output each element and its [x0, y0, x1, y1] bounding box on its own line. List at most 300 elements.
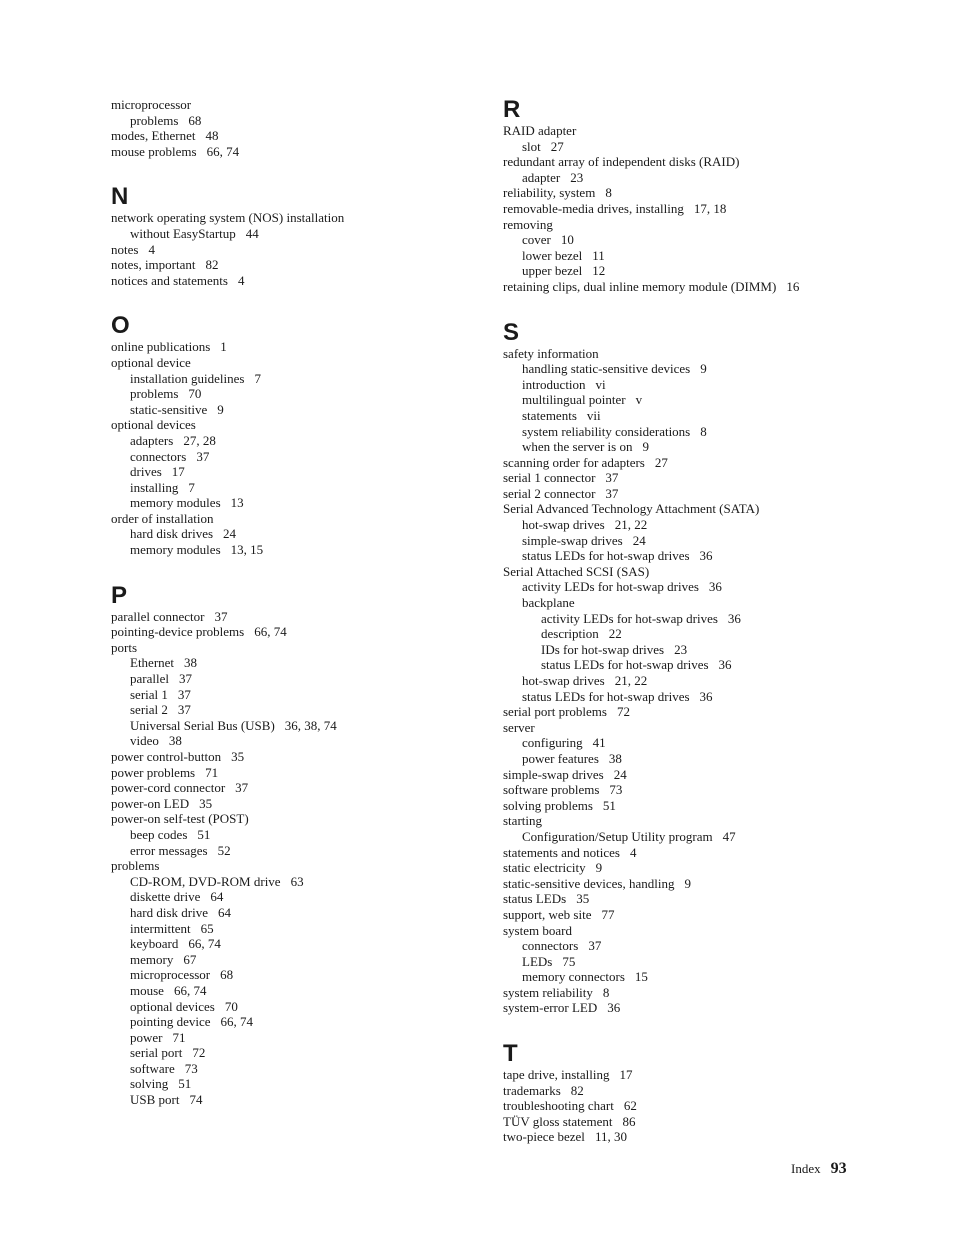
- index-entry: [503, 346, 903, 362]
- entry-term: power-on self-test (POST): [111, 811, 249, 827]
- entry-term: serial 2 connector: [503, 485, 596, 501]
- index-entry: [111, 402, 471, 418]
- index-entry: [503, 579, 903, 595]
- entry-term: Ethernet: [130, 655, 175, 671]
- entry-term: adapters: [130, 432, 174, 448]
- index-section: [503, 1041, 903, 1145]
- entry-term: statements and notices: [503, 844, 620, 860]
- entry-pages: 37: [605, 485, 619, 501]
- entry-pages: 77: [601, 906, 615, 922]
- entry-pages: 65: [200, 920, 214, 936]
- index-entry: [111, 655, 471, 671]
- entry-pages: 4: [148, 241, 155, 257]
- index-entry: [503, 185, 903, 201]
- index-entry: [111, 640, 471, 656]
- entry-term: lower bezel: [522, 247, 583, 263]
- entry-term: power features: [522, 750, 599, 766]
- index-section: [111, 583, 471, 1108]
- index-entry: [503, 154, 903, 170]
- entry-term: parallel connector: [111, 608, 205, 624]
- entry-pages: 44: [245, 225, 259, 241]
- index-entry: [111, 113, 471, 129]
- index-entry: [111, 921, 471, 937]
- entry-term: video: [130, 733, 159, 749]
- index-column-right: [503, 97, 903, 1170]
- entry-term: pointing-device problems: [111, 624, 245, 640]
- entry-term: status LEDs for hot-swap drives: [522, 548, 690, 564]
- entry-term: multilingual pointer: [522, 392, 626, 408]
- index-section: [111, 97, 471, 159]
- index-entry: [111, 1030, 471, 1046]
- index-entry: [111, 257, 471, 273]
- entry-pages: 66, 74: [220, 1014, 254, 1030]
- index-entry: [503, 217, 903, 233]
- section-letter: N: [111, 183, 129, 211]
- section-letter: T: [503, 1040, 518, 1068]
- entry-pages: 51: [197, 826, 211, 842]
- index-entry: [111, 433, 471, 449]
- entry-term: parallel: [130, 671, 169, 687]
- entry-pages: 62: [623, 1098, 637, 1114]
- index-entry: [111, 858, 471, 874]
- entry-term: memory connectors: [522, 969, 625, 985]
- index-entry: [111, 780, 471, 796]
- entry-pages: 24: [632, 532, 646, 548]
- entry-term: cover: [522, 232, 551, 248]
- entry-term: hot-swap drives: [522, 673, 605, 688]
- entry-pages: 1: [220, 339, 227, 355]
- entry-term: notes: [111, 241, 139, 257]
- entry-pages: 66, 74: [206, 143, 240, 159]
- index-entry: [503, 751, 903, 767]
- entry-pages: 71: [205, 764, 219, 780]
- entry-term: when the server is on: [522, 439, 633, 455]
- entry-term: introduction: [522, 376, 586, 392]
- entry-term: troubleshooting chart: [503, 1098, 614, 1114]
- entry-pages: 37: [177, 702, 191, 718]
- index-entry: [503, 860, 903, 876]
- entry-term: tape drive, installing: [503, 1067, 610, 1083]
- entry-pages: 37: [588, 938, 602, 954]
- entry-pages: 47: [722, 828, 736, 844]
- entry-term: backplane: [522, 595, 575, 611]
- entry-term: status LEDs for hot-swap drives: [522, 688, 690, 704]
- index-entry: [503, 517, 903, 533]
- entry-pages: 51: [178, 1076, 192, 1092]
- entry-term: connectors: [130, 448, 187, 464]
- entry-term: serial 1: [130, 686, 168, 702]
- entry-term: mouse problems: [111, 143, 197, 159]
- index-entry: [111, 749, 471, 765]
- index-entry: [503, 1067, 903, 1083]
- entry-pages: 82: [205, 257, 219, 273]
- entry-term: notes, important: [111, 257, 196, 273]
- entry-term: starting: [503, 813, 542, 829]
- entry-term: serial 1 connector: [503, 470, 596, 486]
- index-entry: [503, 720, 903, 736]
- index-section: [111, 313, 471, 557]
- entry-term: simple-swap drives: [522, 532, 623, 548]
- index-column-left: [111, 97, 471, 1133]
- entry-pages: 37: [214, 608, 228, 624]
- index-entry: [503, 139, 903, 155]
- index-entry: [111, 417, 471, 433]
- index-entry: [111, 983, 471, 999]
- entry-term: CD-ROM, DVD-ROM drive: [130, 873, 281, 889]
- index-entry: [111, 242, 471, 258]
- index-entry: [503, 923, 903, 939]
- index-entry: [503, 248, 903, 264]
- entry-term: upper bezel: [522, 263, 583, 279]
- entry-pages: 17: [171, 464, 185, 480]
- index-entry: [503, 408, 903, 424]
- index-entry: [503, 392, 903, 408]
- index-entry: [503, 263, 903, 279]
- entry-term: serial port problems: [503, 704, 607, 720]
- index-entry: [111, 495, 471, 511]
- entry-pages: 9: [642, 439, 649, 455]
- entry-pages: 15: [634, 969, 648, 985]
- index-entry: [111, 449, 471, 465]
- section-letter: P: [111, 581, 128, 609]
- entry-pages: 36: [708, 579, 722, 595]
- entry-term: optional device: [111, 354, 191, 370]
- entry-pages: 36, 38, 74: [284, 717, 337, 733]
- entry-pages: 35: [199, 795, 213, 811]
- entry-pages: 9: [217, 401, 224, 417]
- entry-term: connectors: [522, 938, 579, 954]
- entry-pages: 11: [592, 247, 605, 263]
- footer-label: Index: [791, 1161, 821, 1176]
- entry-pages: 66, 74: [173, 982, 207, 998]
- entry-pages: 37: [177, 686, 191, 702]
- entry-term: software: [130, 1060, 175, 1076]
- entry-term: LEDs: [522, 953, 553, 969]
- entry-pages: 36: [699, 688, 713, 704]
- entry-pages: 13: [230, 495, 244, 511]
- entry-pages: 38: [608, 750, 622, 766]
- entry-pages: 52: [217, 842, 231, 858]
- index-entry: [503, 455, 903, 471]
- index-entry: [111, 542, 471, 558]
- index-entry: [503, 611, 903, 627]
- index-entry: [503, 969, 903, 985]
- index-entry: [503, 767, 903, 783]
- entry-pages: 36: [718, 657, 732, 673]
- entry-term: intermittent: [130, 920, 191, 936]
- entry-term: simple-swap drives: [503, 766, 604, 782]
- entry-term: hot-swap drives: [522, 517, 605, 533]
- index-entry: [111, 371, 471, 387]
- entry-term: pointing device: [130, 1014, 211, 1030]
- index-entry: [503, 232, 903, 248]
- index-entry: [503, 533, 903, 549]
- section-letter: S: [503, 318, 520, 346]
- entry-term: retaining clips, dual inline memory module (DIMM): [503, 278, 777, 294]
- index-entry: [111, 1014, 471, 1030]
- entry-term: activity LEDs for hot-swap drives: [541, 610, 718, 626]
- entry-term: beep codes: [130, 826, 188, 842]
- index-entry: [111, 999, 471, 1015]
- entry-term: solving problems: [503, 797, 593, 813]
- index-entry: [111, 1045, 471, 1061]
- entry-term: installation guidelines: [130, 370, 245, 386]
- entry-term: power control-button: [111, 749, 222, 764]
- entry-term: handling static-sensitive devices: [522, 361, 691, 377]
- page-number: 93: [830, 1160, 847, 1177]
- entry-term: two-piece bezel: [503, 1129, 585, 1145]
- entry-pages: 35: [231, 749, 245, 764]
- index-entry: [503, 954, 903, 970]
- index-entry: [111, 624, 471, 640]
- entry-term: static-sensitive devices, handling: [503, 875, 675, 891]
- entry-pages: 27: [550, 138, 564, 154]
- entry-term: network operating system (NOS) installation: [111, 210, 345, 226]
- index-entry: [503, 1083, 903, 1099]
- entry-pages: 66, 74: [254, 624, 287, 640]
- entry-term: Serial Attached SCSI (SAS): [503, 563, 650, 579]
- entry-pages: 17, 18: [693, 200, 727, 216]
- entry-term: status LEDs for hot-swap drives: [541, 657, 709, 673]
- entry-term: removing: [503, 216, 553, 232]
- entry-pages: 38: [184, 655, 198, 671]
- index-entry: [503, 938, 903, 954]
- entry-pages: 21, 22: [614, 517, 648, 533]
- entry-pages: v: [635, 392, 643, 408]
- entry-pages: 13, 15: [230, 542, 264, 558]
- entry-pages: 22: [608, 626, 622, 642]
- entry-term: system-error LED: [503, 1000, 598, 1016]
- index-entry: [503, 673, 903, 689]
- index-entry: [503, 704, 903, 720]
- entry-pages: 16: [786, 278, 800, 294]
- entry-term: IDs for hot-swap drives: [541, 641, 665, 657]
- index-entry: [111, 1076, 471, 1092]
- index-entry: [503, 1098, 903, 1114]
- entry-pages: 75: [562, 953, 576, 969]
- entry-pages: vii: [586, 407, 601, 423]
- entry-pages: 37: [605, 470, 619, 486]
- index-entry: [503, 279, 903, 295]
- index-entry: [503, 985, 903, 1001]
- entry-term: solving: [130, 1076, 169, 1092]
- entry-term: microprocessor: [111, 97, 192, 112]
- entry-pages: 10: [560, 232, 574, 248]
- entry-pages: 24: [223, 526, 237, 542]
- index-entry: [111, 796, 471, 812]
- entry-pages: 7: [188, 479, 195, 495]
- index-entry: [503, 501, 903, 517]
- entry-pages: 23: [674, 641, 688, 657]
- entry-pages: vi: [595, 376, 606, 392]
- entry-term: static-sensitive: [130, 401, 208, 417]
- index-entry: [503, 595, 903, 611]
- index-entry: [111, 1061, 471, 1077]
- entry-term: system board: [503, 922, 572, 938]
- entry-term: memory modules: [130, 495, 221, 511]
- entry-pages: 7: [254, 370, 261, 386]
- index-entry: [503, 201, 903, 217]
- index-entry: [111, 765, 471, 781]
- index-entry: [111, 687, 471, 703]
- entry-term: USB port: [130, 1092, 180, 1108]
- index-entry: [503, 657, 903, 673]
- index-entry: [111, 718, 471, 734]
- index-entry: [503, 439, 903, 455]
- entry-pages: 17: [619, 1067, 633, 1083]
- entry-pages: 37: [196, 448, 210, 464]
- entry-term: status LEDs: [503, 891, 567, 907]
- entry-term: hard disk drives: [130, 526, 214, 542]
- index-entry: [111, 386, 471, 402]
- index-entry: [111, 843, 471, 859]
- entry-pages: 37: [235, 780, 249, 796]
- entry-pages: 23: [570, 169, 584, 185]
- entry-term: without EasyStartup: [130, 225, 236, 241]
- entry-term: keyboard: [130, 936, 179, 952]
- entry-pages: 74: [189, 1092, 203, 1108]
- entry-term: safety information: [503, 345, 599, 361]
- entry-term: memory: [130, 951, 174, 967]
- entry-pages: 8: [602, 984, 610, 1000]
- entry-pages: 68: [188, 112, 202, 128]
- entry-pages: 8: [700, 423, 707, 439]
- entry-term: slot: [522, 138, 541, 154]
- entry-pages: 9: [684, 875, 691, 891]
- index-entry: [503, 813, 903, 829]
- entry-pages: 73: [609, 782, 623, 798]
- entry-pages: 64: [210, 889, 224, 905]
- entry-pages: 4: [629, 844, 637, 860]
- index-entry: [111, 480, 471, 496]
- index-entry: [503, 782, 903, 798]
- entry-pages: 27, 28: [183, 432, 216, 448]
- entry-term: trademarks: [503, 1082, 561, 1098]
- entry-term: notices and statements: [111, 272, 228, 288]
- index-entry: [111, 827, 471, 843]
- entry-pages: 41: [592, 735, 606, 751]
- entry-term: serial 2: [130, 702, 168, 718]
- entry-term: optional devices: [130, 998, 215, 1014]
- entry-term: serial port: [130, 1045, 183, 1061]
- entry-pages: 48: [205, 128, 219, 144]
- index-entry: [503, 361, 903, 377]
- index-entry: [503, 486, 903, 502]
- index-entry: [503, 891, 903, 907]
- entry-pages: 63: [290, 873, 304, 889]
- entry-pages: 36: [607, 1000, 621, 1016]
- entry-pages: 73: [184, 1060, 198, 1076]
- entry-term: description: [541, 626, 599, 642]
- entry-term: drives: [130, 464, 162, 480]
- index-entry: [503, 829, 903, 845]
- entry-term: memory modules: [130, 542, 221, 558]
- index-entry: [111, 889, 471, 905]
- entry-pages: 67: [183, 951, 197, 967]
- section-letter: R: [503, 96, 521, 123]
- entry-term: configuring: [522, 735, 583, 751]
- entry-term: removable-media drives, installing: [503, 200, 684, 216]
- entry-term: power: [130, 1029, 163, 1045]
- entry-term: power-cord connector: [111, 780, 226, 796]
- index-entry: [111, 967, 471, 983]
- entry-term: order of installation: [111, 510, 214, 526]
- entry-term: system reliability considerations: [522, 423, 691, 439]
- index-entry: [503, 798, 903, 814]
- entry-term: redundant array of independent disks (RAID): [503, 154, 740, 170]
- entry-term: server: [503, 719, 535, 735]
- index-entry: [111, 97, 471, 113]
- entry-term: power-on LED: [111, 795, 190, 811]
- entry-term: error messages: [130, 842, 208, 858]
- entry-term: online publications: [111, 339, 211, 355]
- entry-term: problems: [130, 386, 179, 402]
- index-entry: [503, 470, 903, 486]
- index-entry: [503, 564, 903, 580]
- entry-term: RAID adapter: [503, 123, 577, 138]
- index-entry: [503, 689, 903, 705]
- entry-term: system reliability: [503, 984, 593, 1000]
- entry-pages: 8: [605, 185, 612, 201]
- entry-term: activity LEDs for hot-swap drives: [522, 579, 699, 595]
- index-entry: [503, 642, 903, 658]
- entry-pages: 86: [622, 1113, 636, 1129]
- entry-pages: 4: [237, 272, 245, 288]
- entry-term: reliability, system: [503, 185, 596, 201]
- index-entry: [111, 464, 471, 480]
- index-entry: [503, 907, 903, 923]
- index-entry: [111, 874, 471, 890]
- index-entry: [111, 733, 471, 749]
- entry-term: Universal Serial Bus (USB): [130, 717, 275, 733]
- entry-term: microprocessor: [130, 967, 211, 983]
- entry-term: static electricity: [503, 860, 586, 876]
- section-letter: O: [111, 312, 130, 340]
- entry-pages: 9: [595, 860, 603, 876]
- index-entry: [111, 905, 471, 921]
- entry-pages: 12: [592, 263, 606, 279]
- index-entry: [111, 511, 471, 527]
- entry-term: installing: [130, 479, 179, 495]
- page-footer: [791, 1160, 847, 1178]
- index-entry: [503, 735, 903, 751]
- index-entry: [111, 526, 471, 542]
- index-entry: [503, 424, 903, 440]
- entry-term: TÜV gloss statement: [503, 1113, 613, 1129]
- index-entry: [111, 355, 471, 371]
- entry-term: Serial Advanced Technology Attachment (SATA): [503, 501, 760, 517]
- entry-pages: 71: [172, 1029, 186, 1045]
- entry-pages: 68: [220, 967, 234, 983]
- entry-pages: 36: [727, 610, 741, 626]
- entry-term: hard disk drive: [130, 904, 208, 920]
- entry-term: Configuration/Setup Utility program: [522, 828, 713, 844]
- index-entry: [111, 226, 471, 242]
- entry-pages: 38: [168, 733, 182, 749]
- entry-pages: 9: [700, 361, 707, 377]
- entry-pages: 51: [602, 797, 616, 813]
- entry-term: modes, Ethernet: [111, 128, 196, 144]
- index-entry: [503, 876, 903, 892]
- index-entry: [111, 671, 471, 687]
- index-entry: [111, 273, 471, 289]
- index-entry: [503, 1000, 903, 1016]
- index-entry: [503, 123, 903, 139]
- entry-pages: 70: [188, 386, 202, 402]
- entry-pages: 11, 30: [594, 1129, 627, 1145]
- index-entry: [111, 936, 471, 952]
- entry-pages: 35: [576, 891, 590, 907]
